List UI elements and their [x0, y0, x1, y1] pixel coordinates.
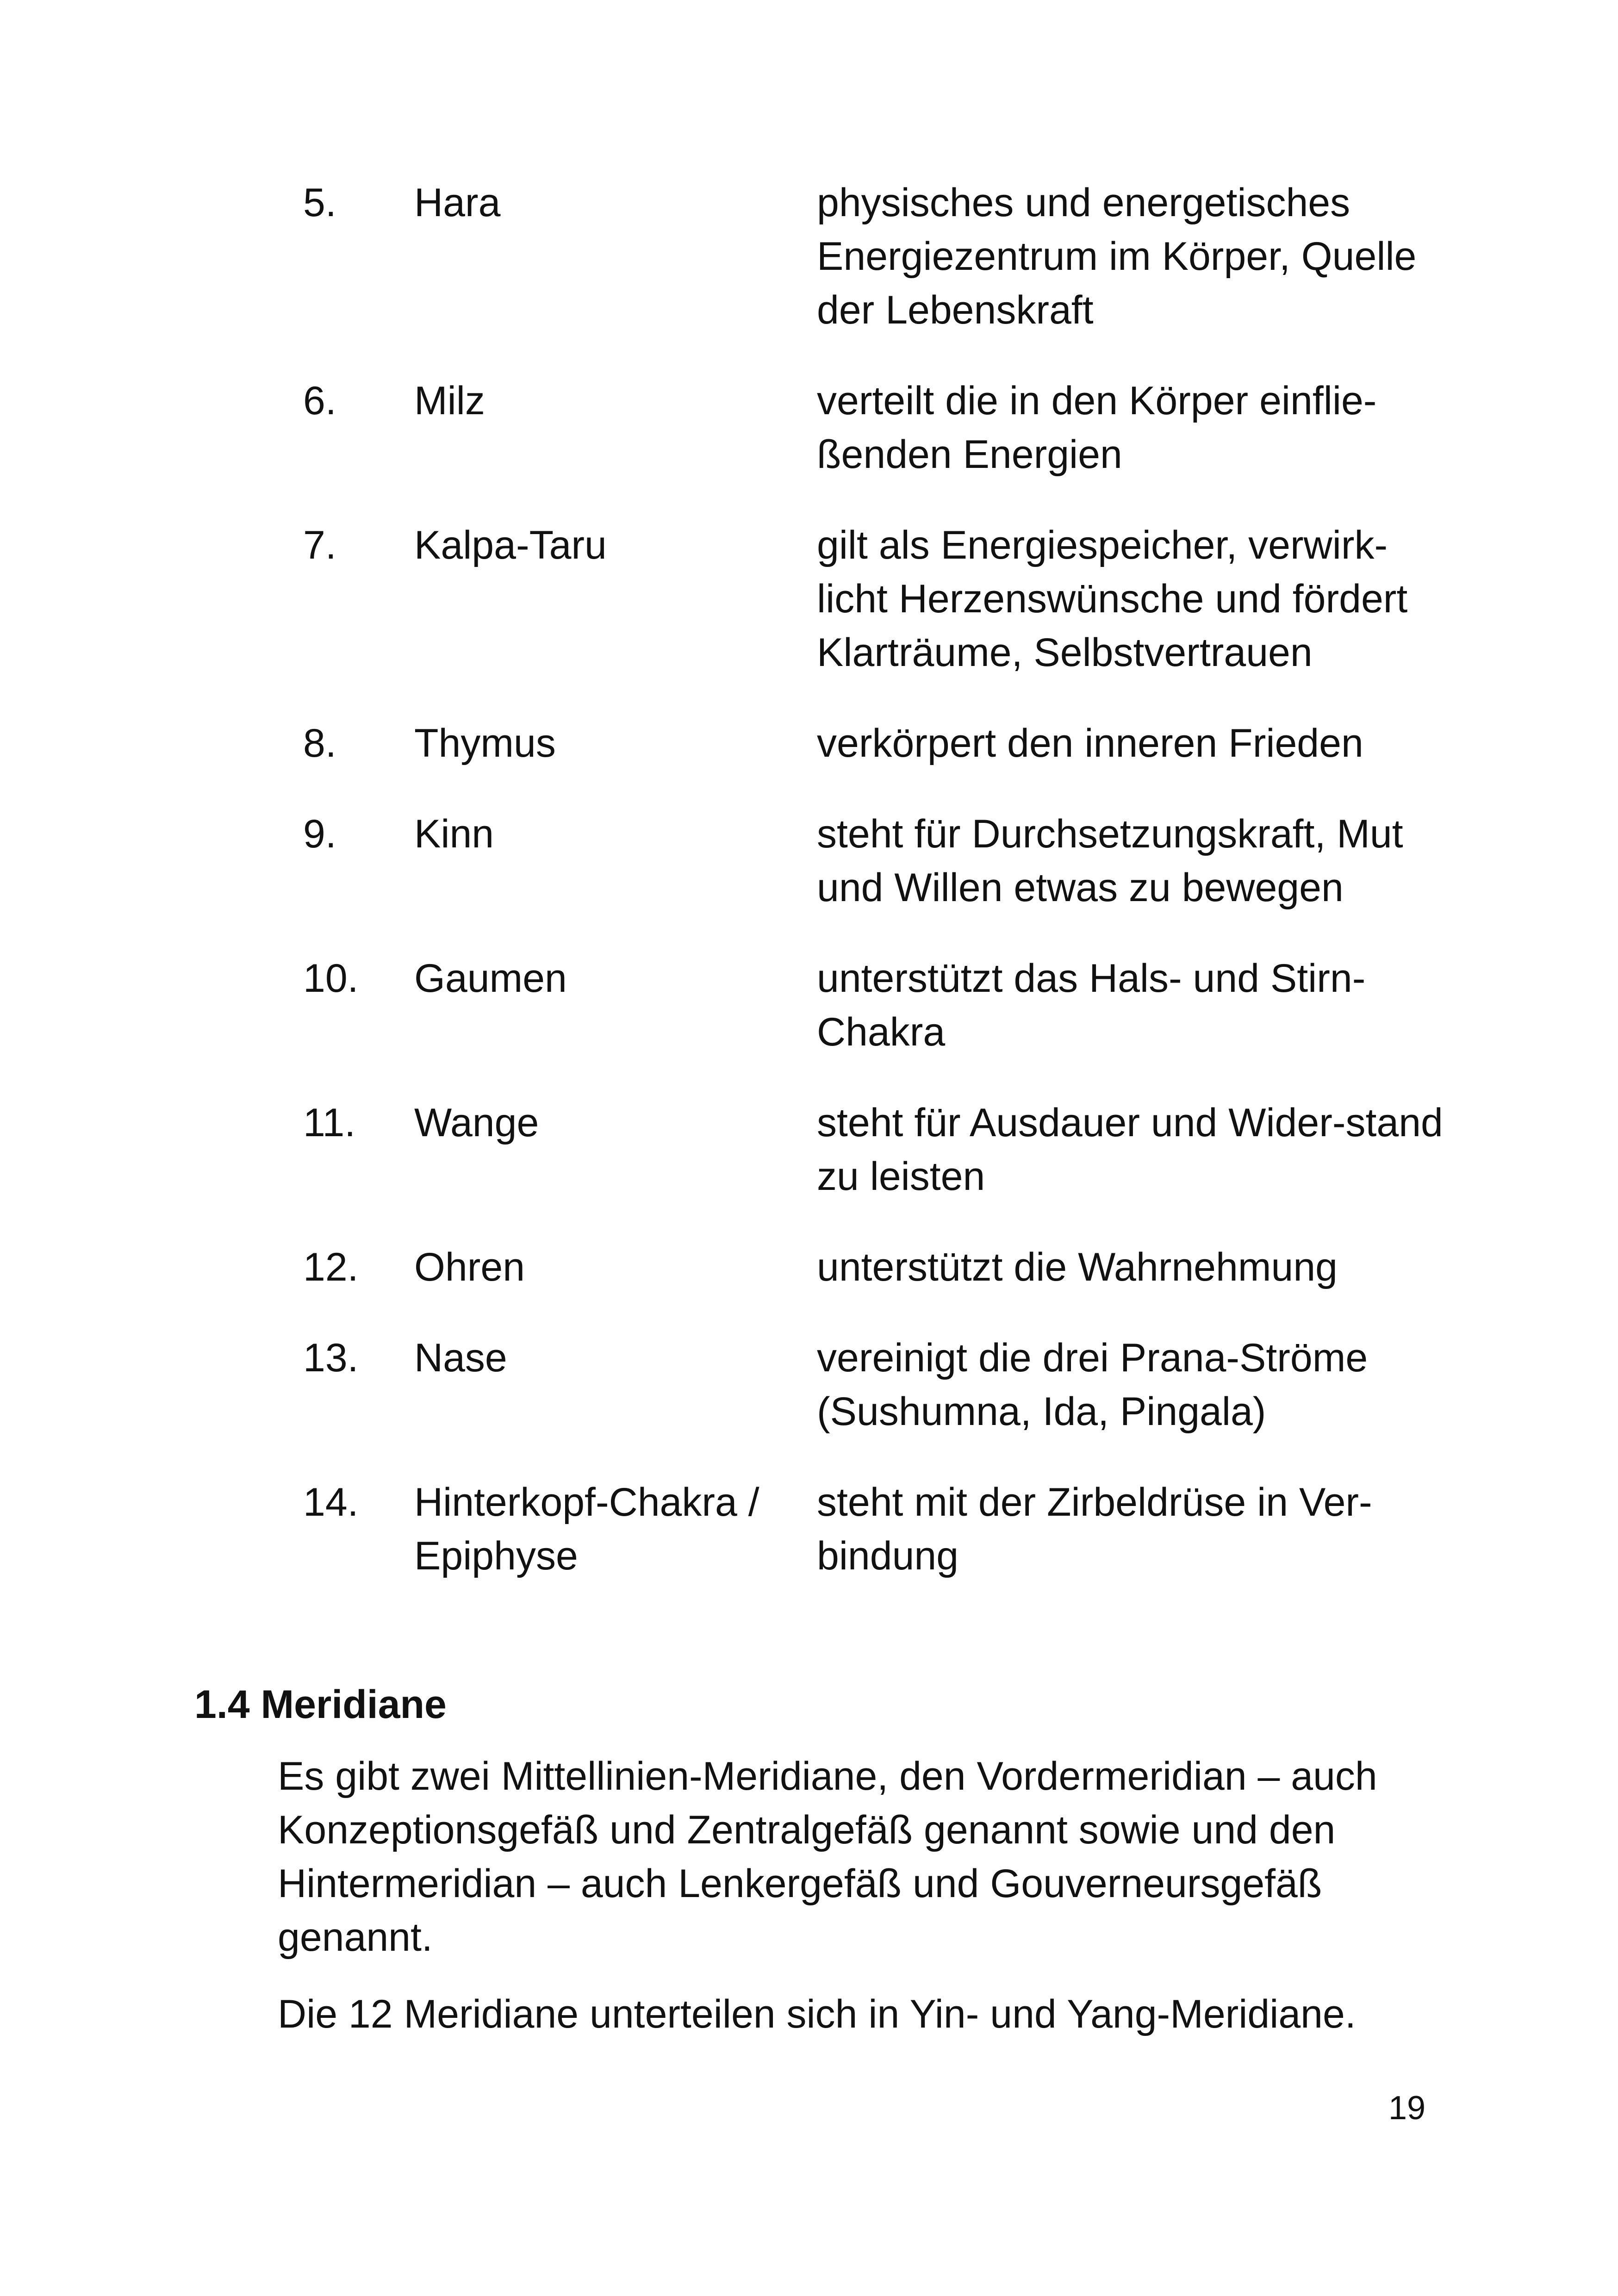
list-item [303, 1096, 1460, 1203]
paragraph: Die 12 Meridiane unterteilen sich in Yin- und Yang-Meridiane. [278, 1992, 1356, 2036]
item-name: Kinn [414, 812, 494, 856]
item-name: Gaumen [414, 956, 567, 1001]
item-name: Hara [414, 180, 501, 225]
list-item [303, 176, 1460, 337]
list-item [303, 1331, 1460, 1438]
item-name: Nase [414, 1336, 507, 1380]
list-item [303, 1475, 1460, 1583]
list-item [303, 952, 1460, 1059]
item-name: Thymus [414, 721, 556, 765]
item-number: 14. [303, 1480, 359, 1524]
list-item [303, 1240, 1460, 1294]
list-item [303, 374, 1460, 481]
item-number: 10. [303, 956, 359, 1001]
item-name: Hinterkopf-Chakra / Epiphyse [414, 1480, 759, 1578]
item-description: unterstützt die Wahrnehmung [817, 1245, 1338, 1289]
item-description: verkörpert den inneren Frieden [817, 721, 1363, 765]
item-number: 5. [303, 180, 336, 225]
item-name: Milz [414, 379, 485, 423]
paragraph: Es gibt zwei Mittellinien-Meridiane, den Vordermeridian – auch Konzeptionsgefäß und Zentralgefäß genannt sowie und den Hintermeridian – auch Lenkergefäß und Gouverneursgefäß genannt. [278, 1754, 1377, 1960]
list-item [303, 518, 1460, 679]
item-number: 11. [303, 1101, 356, 1145]
item-description: verteilt die in den Körper einflie-ßenden Energien [817, 379, 1377, 477]
section-heading: 1.4 Meridiane [194, 1682, 447, 1727]
item-name: Ohren [414, 1245, 525, 1289]
chakra-list [303, 176, 1460, 1620]
item-number: 13. [303, 1336, 359, 1380]
item-description: vereinigt die drei Prana-Ströme (Sushumna, Ida, Pingala) [817, 1336, 1368, 1434]
section-body [278, 1749, 1462, 2064]
item-description: steht für Durchsetzungskraft, Mut und Willen etwas zu bewegen [817, 812, 1403, 910]
item-number: 12. [303, 1245, 359, 1289]
item-name: Kalpa-Taru [414, 523, 607, 567]
item-number: 6. [303, 379, 336, 423]
list-item [303, 807, 1460, 915]
item-description: physisches und energetisches Energiezentrum im Körper, Quelle der Lebenskraft [817, 180, 1417, 332]
item-number: 7. [303, 523, 336, 567]
list-item [303, 716, 1460, 770]
item-name: Wange [414, 1101, 539, 1145]
item-number: 8. [303, 721, 336, 765]
item-description: steht für Ausdauer und Wider-stand zu leisten [817, 1101, 1443, 1199]
item-description: steht mit der Zirbeldrüse in Ver-bindung [817, 1480, 1372, 1578]
item-description: unterstützt das Hals- und Stirn-Chakra [817, 956, 1366, 1054]
item-description: gilt als Energiespeicher, verwirk-licht Herzenswünsche und fördert Klarträume, Selbstvertrauen [817, 523, 1408, 675]
page-number: 19 [1388, 2090, 1426, 2127]
item-number: 9. [303, 812, 336, 856]
